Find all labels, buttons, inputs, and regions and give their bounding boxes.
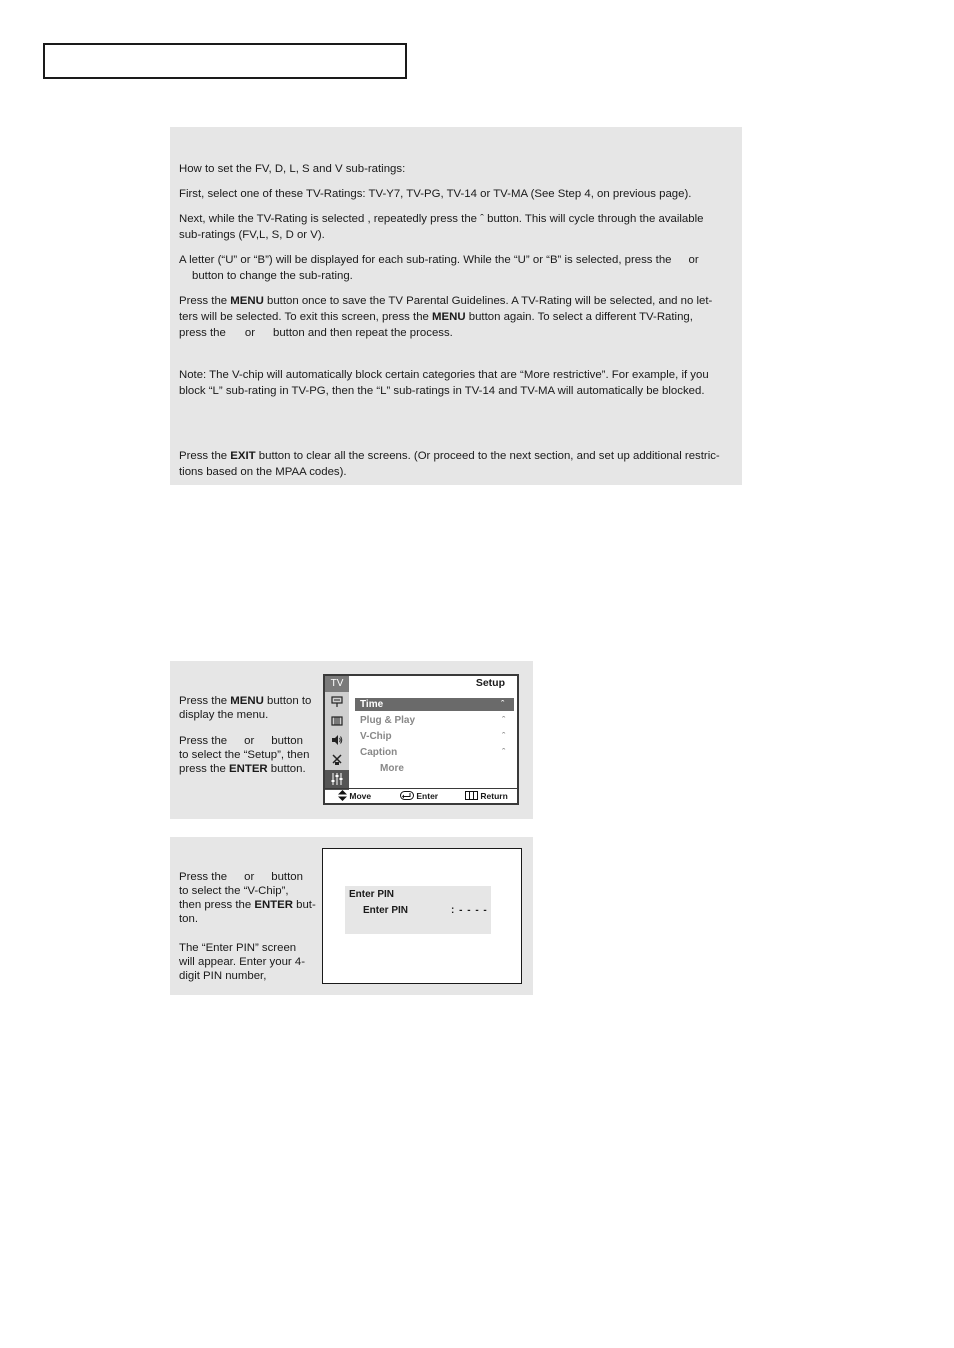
step2-text-b [179,941,305,983]
para-exit [179,448,731,480]
step-menu-panel [170,661,533,819]
para-note [179,367,731,399]
enter-pin-dialog [345,886,491,934]
pin-input[interactable]: : - - - - [451,905,488,916]
text: Press the [179,735,228,747]
setup-menu-screen [323,674,519,805]
text: button and then repeat the process. [273,327,453,339]
exit-button-label: EXIT [230,450,256,462]
menu-item-label: Time [360,699,384,710]
menu-item-label: V-Chip [360,731,392,742]
submenu-arrow-icon: ˆ [501,699,504,709]
enter-icon [400,791,414,800]
text: ton. [179,913,198,925]
text: Note: The V-chip will automatically block certain categories that are “More restrictive”. For example, if you [179,369,709,381]
text: A letter (“U” or “B”) will be displayed for each sub-rating. While the “U” or “B” is selected, press the [179,254,672,266]
step1-text-b [179,734,309,776]
menu-button-label: MENU [230,295,264,307]
text: but- [292,899,316,911]
text: button. This will cycle through the available [483,213,704,225]
menu-item-caption[interactable] [355,746,515,759]
text: button again. To select a different TV-Rating, [465,311,693,323]
move-arrows-icon [338,790,347,801]
text: button once to save the TV Parental Guidelines. A TV-Rating will be selected, and no let- [263,295,713,307]
menu-sidebar [325,676,349,790]
menu-button-label: MENU [432,311,466,323]
menu-item-plug-play[interactable] [355,714,515,727]
submenu-arrow-icon: ˆ [502,715,505,725]
text: Press the [179,695,231,707]
footer-label: Move [349,791,372,801]
para-how-to [179,161,731,177]
text: Press the [179,450,231,462]
menu-item-v-chip[interactable] [355,730,515,743]
text: or [244,327,255,339]
text: or [688,254,699,266]
text: First, select one of these TV-Ratings: TV-Y7, TV-PG, TV-14 or TV-MA (See Step 4, on previous page). [179,188,692,200]
tv-label: TV [325,676,349,692]
menu-footer [325,788,517,803]
text: button [271,735,303,747]
enter-button-label: ENTER [229,763,268,775]
menu-item-label: Plug & Play [360,715,416,726]
text: Next, while the TV-Rating is selected , repeatedly press the [179,213,481,225]
step-vchip-panel [170,837,533,995]
text: to select the “V-Chip”, [179,885,289,897]
menu-item-time[interactable] [355,698,514,711]
menu-button-label: MENU [230,695,264,707]
header-box [43,43,407,79]
text: block “L” sub-rating in TV-PG, then the “L” sub-ratings in TV-14 and TV-MA will automatically be blocked. [179,385,705,397]
text: will appear. Enter your 4- [179,956,305,968]
para-first [179,186,731,202]
sound-icon[interactable] [330,734,344,746]
text: Press the [179,871,228,883]
text: digit PIN number, [179,970,267,982]
enter-button-label: ENTER [254,899,293,911]
step1-text-a [179,694,311,722]
text: to select the “Setup”, then [179,749,310,761]
footer-label: Enter [416,791,439,801]
text: ters will be selected. To exit this screen, press the [179,311,433,323]
menu-item-more[interactable] [355,762,515,775]
para-menu [179,293,731,341]
text: or [244,871,255,883]
subrating-instructions-panel [170,127,742,485]
picture-icon[interactable] [330,696,344,708]
return-icon [465,791,478,800]
submenu-arrow-icon: ˆ [502,731,505,741]
footer-enter [400,789,438,803]
submenu-arrow-icon: ˆ [502,747,505,757]
text: press the [179,763,230,775]
pin-field-label: Enter PIN [363,905,409,916]
up-arrow-icon: ˆ [480,213,484,225]
text: press the [179,327,226,339]
text: The “Enter PIN” screen [179,942,297,954]
text: button [271,871,303,883]
menu-title: Setup [475,677,505,689]
text: sub-ratings (FV,L, S, D or V). [179,229,325,241]
text: then press the [179,899,255,911]
footer-move [338,789,371,803]
para-letter [179,252,731,284]
text: tions based on the MPAA codes). [179,466,347,478]
setup-icon[interactable] [325,770,349,790]
pin-dialog-title: Enter PIN [349,889,395,900]
footer-return [465,789,508,803]
text: button. [267,763,306,775]
text: display the menu. [179,709,269,721]
text: Press the [179,295,231,307]
antenna-icon[interactable] [330,753,344,765]
menu-item-label: Caption [360,747,398,758]
text: How to set the FV, D, L, S and V sub-ratings: [179,163,406,175]
channel-icon[interactable] [330,715,344,727]
enter-pin-screen [322,848,522,984]
menu-item-label: More [380,763,404,774]
text: button to change the sub-rating. [192,270,353,282]
text: or [244,735,255,747]
text: button to [263,695,312,707]
footer-label: Return [480,791,508,801]
para-next [179,211,731,243]
step2-text-a [179,870,316,926]
text: button to clear all the screens. (Or proceed to the next section, and set up additional restric- [255,450,720,462]
